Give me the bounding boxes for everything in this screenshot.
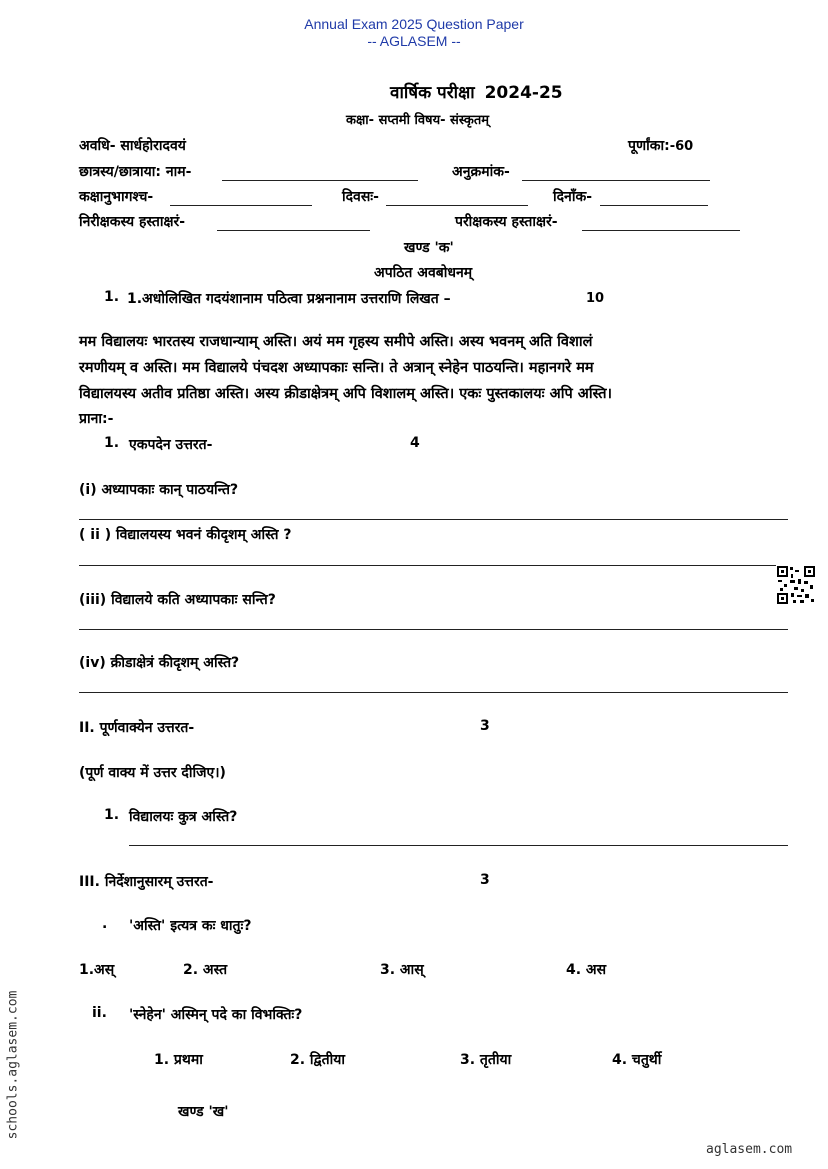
answer-line[interactable] bbox=[129, 845, 788, 846]
section-a-subtitle: अपठित अवबोधनम् bbox=[374, 265, 473, 281]
one-word-label: एकपदेन उत्तरत- bbox=[129, 437, 213, 453]
section-label: कक्षानुभागश्च- bbox=[79, 189, 154, 205]
header-title: Annual Exam 2025 Question Paper bbox=[304, 16, 524, 32]
invigilator-sign-field[interactable] bbox=[217, 230, 370, 231]
part2-question: विद्यालयः कुत्र अस्ति? bbox=[129, 809, 238, 825]
passage-line: रमणीयम् व अस्ति। मम विद्यालये पंचदश अध्यापकाः सन्ति। ते अत्रान् स्नेहेन पाठयन्ति। महानगरे मम bbox=[79, 360, 594, 376]
exam-title bbox=[390, 80, 563, 103]
part3-q1-number: . bbox=[102, 916, 108, 932]
max-marks-value: -60 bbox=[669, 139, 694, 154]
side-watermark bbox=[2, 970, 24, 1160]
max-marks-label: पूर्णांका: bbox=[628, 138, 670, 154]
examiner-sign-label: परीक्षकस्य हस्ताक्षरं- bbox=[455, 214, 558, 230]
part2-marks: 3 bbox=[480, 718, 490, 734]
answer-line[interactable] bbox=[79, 629, 788, 630]
footer-site[interactable]: aglasem.com bbox=[706, 1142, 793, 1157]
q1-marks: 10 bbox=[586, 291, 605, 306]
section-field[interactable] bbox=[170, 205, 312, 206]
qr-code-icon bbox=[776, 565, 816, 605]
passage-line: मम विद्यालयः भारतस्य राजधान्याम् अस्ति। अयं मम गृहस्य समीपे अस्ति। अस्य भवनम् अति विशालं bbox=[79, 334, 593, 350]
passage-line: विद्यालयस्य अतीव प्रतिष्ठा अस्ति। अस्य क्रीडाक्षेत्रम् अपि विशालम् अस्ति। एकः पुस्तकालयः अपि अस्ति। bbox=[79, 386, 612, 402]
part3-q1: 'अस्ति' इत्यत्र कः धातुः? bbox=[129, 918, 252, 934]
part3-q2-number: ii. bbox=[92, 1005, 107, 1021]
option[interactable]: 2. द्वितीया bbox=[290, 1052, 345, 1068]
part2-hint: (पूर्ण वाक्य में उत्तर दीजिए।) bbox=[79, 765, 226, 781]
class-subject: कक्षा- सप्तमी विषय- संस्कृतम् bbox=[346, 113, 490, 128]
roll-label: अनुक्रमांक- bbox=[452, 164, 510, 180]
max-marks bbox=[628, 136, 693, 155]
day-label: दिवसः- bbox=[342, 189, 379, 205]
invigilator-sign-label: निरीक्षकस्य हस्ताक्षरं- bbox=[79, 214, 186, 230]
day-field[interactable] bbox=[386, 205, 528, 206]
student-name-field[interactable] bbox=[222, 180, 418, 181]
option[interactable]: 4. चतुर्थी bbox=[612, 1052, 662, 1068]
student-name-label: छात्रस्य/छात्राया: नाम- bbox=[79, 164, 192, 180]
question-iv: (iv) क्रीडाक्षेत्रं कीदृशम् अस्ति? bbox=[79, 655, 240, 671]
option[interactable]: 1. प्रथमा bbox=[154, 1052, 203, 1068]
part2-label: II. पूर्णवाक्येन उत्तरत- bbox=[79, 720, 195, 736]
answer-line[interactable] bbox=[79, 565, 788, 566]
option[interactable]: 3. तृतीया bbox=[460, 1052, 512, 1068]
q1-instruction: 1.अधोलिखित गदयंशानाम पठित्वा प्रश्ननानाम उत्तराणि लिखत – bbox=[127, 291, 451, 307]
section-a-title: खण्ड 'क' bbox=[404, 240, 454, 256]
answer-line[interactable] bbox=[79, 519, 788, 520]
duration: अवधि- सार्धहोरादवयं bbox=[79, 138, 186, 154]
date-field[interactable] bbox=[600, 205, 708, 206]
question-ii: ( ii ) विद्यालयस्य भवनं कीदृशम् अस्ति ? bbox=[79, 527, 292, 543]
part3-label: III. निर्देशानुसारम् उत्तरत- bbox=[79, 874, 214, 890]
examiner-sign-field[interactable] bbox=[582, 230, 740, 231]
option[interactable]: 2. अस्त bbox=[183, 962, 228, 978]
exam-title-text: वार्षिक परीक्षा bbox=[390, 83, 475, 103]
answer-line[interactable] bbox=[79, 692, 788, 693]
roll-field[interactable] bbox=[522, 180, 710, 181]
question-i: (i) अध्यापकाः कान् पाठयन्ति? bbox=[79, 482, 239, 498]
questions-label: प्राना:- bbox=[79, 411, 114, 427]
one-word-marks: 4 bbox=[410, 435, 420, 451]
section-b-title: खण्ड 'ख' bbox=[178, 1104, 229, 1120]
exam-year: 2024-25 bbox=[484, 83, 563, 103]
option[interactable]: 1.अस् bbox=[79, 962, 115, 978]
side-watermark-text: schools.aglasem.com bbox=[5, 990, 21, 1140]
date-label: दिनाँक- bbox=[553, 189, 593, 205]
header-brand: -- AGLASEM -- bbox=[367, 33, 461, 49]
one-word-number: 1. bbox=[104, 435, 120, 451]
part3-q2: 'स्नेहेन' अस्मिन् पदे का विभक्तिः? bbox=[129, 1007, 303, 1023]
option[interactable]: 4. अस bbox=[566, 962, 607, 978]
part3-marks: 3 bbox=[480, 872, 490, 888]
option[interactable]: 3. आस् bbox=[380, 962, 424, 978]
question-iii: (iii) विद्यालये कति अध्यापकाः सन्ति? bbox=[79, 592, 276, 608]
part2-question-number: 1. bbox=[104, 807, 120, 823]
q1-number: 1. bbox=[104, 289, 120, 305]
